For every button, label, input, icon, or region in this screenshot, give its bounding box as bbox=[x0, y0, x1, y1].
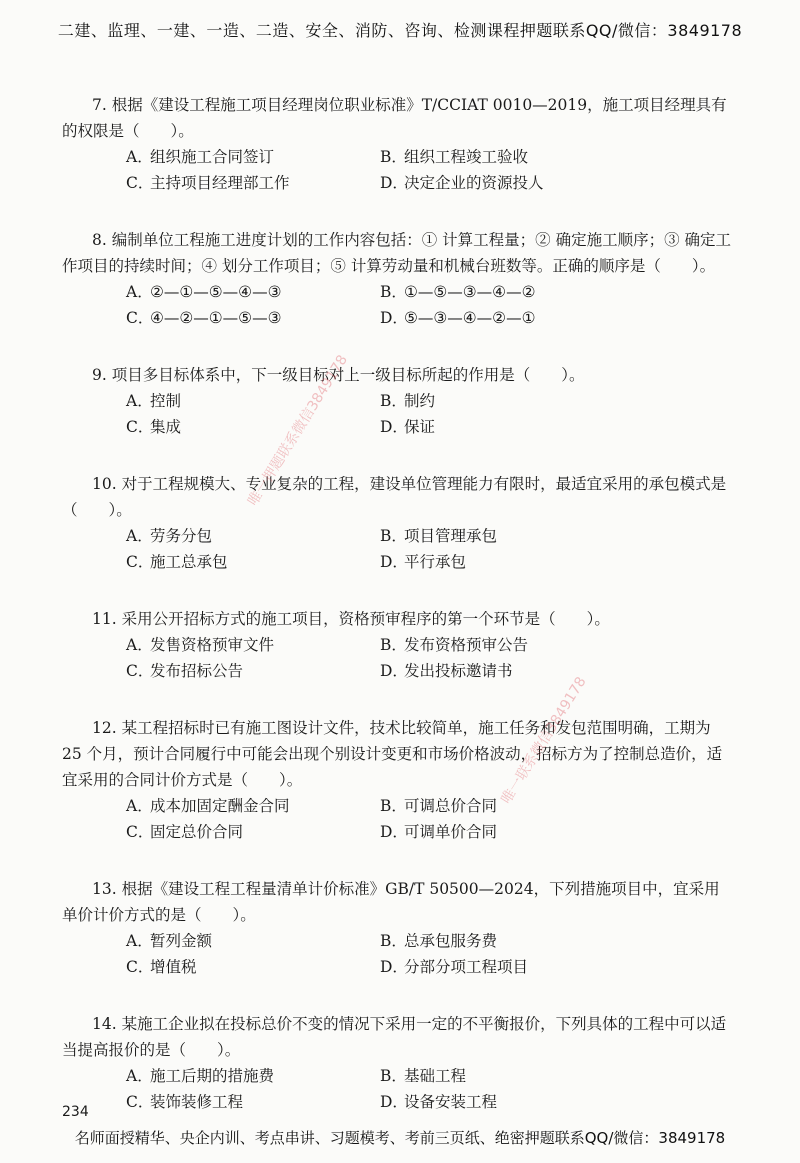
option-letter: C． bbox=[126, 418, 154, 436]
watermark: 唯一押题联系微信3849178 bbox=[245, 352, 352, 509]
question bbox=[62, 715, 734, 845]
option bbox=[380, 632, 528, 658]
page-header: 二建、监理、一建、一造、二造、安全、消防、咨询、检测课程押题联系QQ/微信：3849178 bbox=[57, 21, 743, 40]
option bbox=[380, 305, 535, 331]
question-stem: 13. 根据《建设工程工程量清单计价标准》GB/T 50500—2024，下列措施项目中，宜采用单价计价方式的是（ ）。 bbox=[62, 880, 720, 924]
option-row bbox=[62, 144, 734, 170]
option-text: 集成 bbox=[150, 418, 182, 436]
option-text: 发布招标公告 bbox=[150, 662, 244, 680]
question bbox=[62, 1011, 734, 1115]
option-letter: A． bbox=[126, 932, 153, 950]
option-letter: A． bbox=[126, 797, 153, 815]
option-text: 设备安装工程 bbox=[404, 1093, 498, 1111]
option-letter: B． bbox=[380, 636, 407, 654]
option-text: 增值税 bbox=[150, 958, 197, 976]
option-text: 装饰装修工程 bbox=[150, 1093, 244, 1111]
option-letter: A． bbox=[126, 392, 153, 410]
option-row bbox=[62, 388, 734, 414]
option bbox=[126, 279, 380, 305]
option-letter: C． bbox=[126, 553, 154, 571]
option-row bbox=[62, 632, 734, 658]
question-stem: 12. 某工程招标时已有施工图设计文件，技术比较简单，施工任务和发包范围明确，工期为 25 个月，预计合同履行中可能会出现个别设计变更和市场价格波动，招标方为了控制总造价，适宜采用的合同计价方式是（ ）。 bbox=[62, 719, 723, 789]
question bbox=[62, 227, 734, 331]
question-stem: 9. 项目多目标体系中，下一级目标对上一级目标所起的作用是（ ）。 bbox=[92, 366, 585, 384]
option-letter: D． bbox=[380, 309, 408, 327]
question-stem: 7. 根据《建设工程施工项目经理岗位职业标准》T/CCIAT 0010—2019，施工项目经理具有的权限是（ ）。 bbox=[62, 96, 727, 140]
option-letter: B． bbox=[380, 527, 407, 545]
option-text: 控制 bbox=[150, 392, 182, 410]
option-text: 暂列金额 bbox=[150, 932, 213, 950]
option-letter: C． bbox=[126, 662, 154, 680]
option bbox=[380, 523, 497, 549]
option-text: 可调总价合同 bbox=[404, 797, 498, 815]
option bbox=[126, 523, 380, 549]
option-text: 分部分项工程项目 bbox=[404, 958, 529, 976]
option-letter: A． bbox=[126, 283, 153, 301]
option-letter: B． bbox=[380, 797, 407, 815]
option bbox=[380, 388, 435, 414]
option-letter: B． bbox=[380, 932, 407, 950]
option-text: 施工总承包 bbox=[150, 553, 228, 571]
option bbox=[126, 144, 380, 170]
page-number: 234 bbox=[62, 1104, 89, 1120]
page-footer: 名师面授精华、央企内训、考点串讲、习题模考、考前三页纸、绝密押题联系QQ/微信：3849178 bbox=[74, 1129, 726, 1147]
option bbox=[380, 819, 497, 845]
option-row bbox=[62, 954, 734, 980]
option-letter: B． bbox=[380, 1067, 407, 1085]
option-row bbox=[62, 549, 734, 575]
option-letter: A． bbox=[126, 527, 153, 545]
option-letter: D． bbox=[380, 958, 408, 976]
option-letter: D． bbox=[380, 418, 408, 436]
question-stem: 14. 某施工企业拟在投标总价不变的情况下采用一定的不平衡报价，下列具体的工程中可以适当提高报价的是（ ）。 bbox=[62, 1015, 727, 1059]
option-row bbox=[62, 279, 734, 305]
option bbox=[126, 819, 380, 845]
option-text: 劳务分包 bbox=[150, 527, 213, 545]
option bbox=[380, 144, 528, 170]
option-letter: C． bbox=[126, 823, 154, 841]
option-text: 制约 bbox=[404, 392, 436, 410]
option bbox=[126, 170, 380, 196]
option-text: ⑤—③—④—②—① bbox=[404, 309, 536, 327]
option bbox=[126, 954, 380, 980]
option-text: 总承包服务费 bbox=[404, 932, 498, 950]
option bbox=[126, 658, 380, 684]
question bbox=[62, 471, 734, 575]
option-letter: C． bbox=[126, 174, 154, 192]
option bbox=[126, 549, 380, 575]
question-stem: 10. 对于工程规模大、专业复杂的工程，建设单位管理能力有限时，最适宜采用的承包模式是（ ）。 bbox=[62, 475, 727, 519]
option-text: 固定总价合同 bbox=[150, 823, 244, 841]
option-letter: C． bbox=[126, 958, 154, 976]
option-text: 主持项目经理部工作 bbox=[150, 174, 290, 192]
option-letter: D． bbox=[380, 174, 408, 192]
option-text: ②—①—⑤—④—③ bbox=[150, 283, 282, 301]
option-letter: A． bbox=[126, 636, 153, 654]
option-text: 可调单价合同 bbox=[404, 823, 498, 841]
option bbox=[380, 793, 497, 819]
option bbox=[380, 658, 513, 684]
option-letter: A． bbox=[126, 1067, 153, 1085]
option bbox=[126, 414, 380, 440]
option-text: 保证 bbox=[404, 418, 436, 436]
option-row bbox=[62, 928, 734, 954]
option bbox=[380, 954, 528, 980]
option bbox=[126, 793, 380, 819]
option-row bbox=[62, 658, 734, 684]
option bbox=[380, 414, 435, 440]
option-letter: B． bbox=[380, 283, 407, 301]
option bbox=[126, 1089, 380, 1115]
option bbox=[126, 388, 380, 414]
question-stem: 11. 采用公开招标方式的施工项目，资格预审程序的第一个环节是（ ）。 bbox=[92, 610, 610, 628]
option bbox=[380, 1063, 466, 1089]
option-row bbox=[62, 305, 734, 331]
option-text: 发布资格预审公告 bbox=[404, 636, 529, 654]
option-text: ①—⑤—③—④—② bbox=[404, 283, 536, 301]
option-row bbox=[62, 1063, 734, 1089]
question bbox=[62, 876, 734, 980]
option-text: 基础工程 bbox=[404, 1067, 467, 1085]
option-text: 平行承包 bbox=[404, 553, 467, 571]
option-text: 发出投标邀请书 bbox=[404, 662, 513, 680]
option-text: ④—②—①—⑤—③ bbox=[150, 309, 282, 327]
watermark: 唯一联系微信3849178 bbox=[498, 674, 590, 807]
option-text: 组织施工合同签订 bbox=[150, 148, 275, 166]
question-stem: 8. 编制单位工程施工进度计划的工作内容包括：① 计算工程量；② 确定施工顺序；③ 确定工作项目的持续时间；④ 划分工作项目；⑤ 计算劳动量和机械台班数等。正确的顺序是（ ）。 bbox=[62, 231, 731, 275]
option bbox=[380, 1089, 497, 1115]
option bbox=[380, 549, 466, 575]
question-list bbox=[62, 92, 734, 1146]
option-row bbox=[62, 523, 734, 549]
option bbox=[380, 928, 497, 954]
question bbox=[62, 606, 734, 684]
option-text: 组织工程竣工验收 bbox=[404, 148, 529, 166]
question bbox=[62, 92, 734, 196]
option bbox=[380, 279, 535, 305]
option-text: 项目管理承包 bbox=[404, 527, 498, 545]
option-text: 施工后期的措施费 bbox=[150, 1067, 275, 1085]
option-text: 发售资格预审文件 bbox=[150, 636, 275, 654]
option bbox=[380, 170, 544, 196]
option-letter: D． bbox=[380, 662, 408, 680]
option-letter: C． bbox=[126, 1093, 154, 1111]
option-row bbox=[62, 819, 734, 845]
option-text: 成本加固定酬金合同 bbox=[150, 797, 290, 815]
option-letter: B． bbox=[380, 392, 407, 410]
option-text: 决定企业的资源投人 bbox=[404, 174, 544, 192]
option-letter: A． bbox=[126, 148, 153, 166]
option-row bbox=[62, 170, 734, 196]
option-letter: D． bbox=[380, 823, 408, 841]
option bbox=[126, 632, 380, 658]
option-letter: D． bbox=[380, 1093, 408, 1111]
option-letter: C． bbox=[126, 309, 154, 327]
question bbox=[62, 362, 734, 440]
option-letter: B． bbox=[380, 148, 407, 166]
option-row bbox=[62, 414, 734, 440]
option bbox=[126, 305, 380, 331]
option-row bbox=[62, 793, 734, 819]
option-row bbox=[62, 1089, 734, 1115]
option bbox=[126, 928, 380, 954]
option-letter: D． bbox=[380, 553, 408, 571]
option bbox=[126, 1063, 380, 1089]
